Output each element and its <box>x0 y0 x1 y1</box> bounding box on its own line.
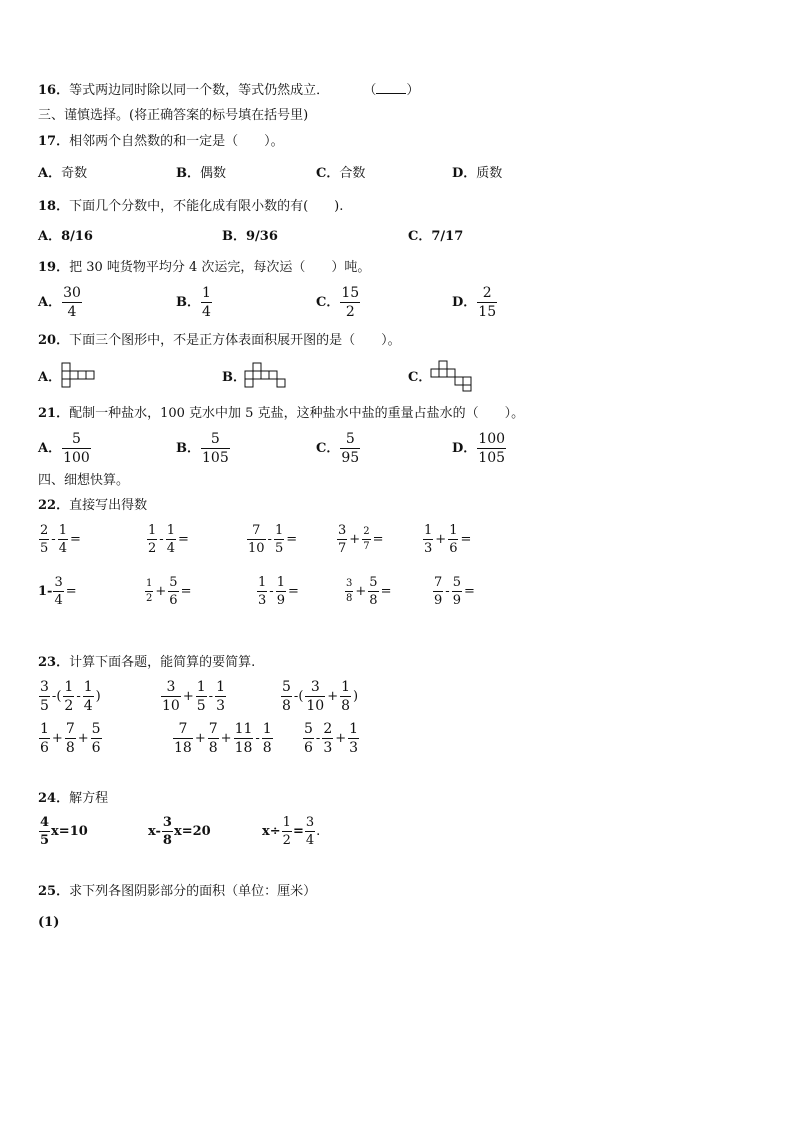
question-24 <box>38 790 108 808</box>
question-number: 25． <box>38 884 70 899</box>
q22-r2-expr-4: $\frac{3}{8}$ + $\frac{5}{8}$ = <box>346 575 392 608</box>
question-number: 23． <box>38 655 70 670</box>
option-label: C． <box>408 229 432 244</box>
question-18 <box>38 198 343 216</box>
option-text: 偶数 <box>200 166 227 181</box>
question-text: 把 30 吨货物平均分 4 次运完，每次运（ ）吨。 <box>69 260 371 275</box>
question-21 <box>38 405 524 423</box>
option-label: D． <box>452 166 477 181</box>
fraction: $\frac{2}{15}$ <box>478 285 497 320</box>
answer-blank[interactable] <box>376 81 406 94</box>
answer-paren-close: ） <box>406 83 420 98</box>
q17-option-a[interactable] <box>38 165 87 183</box>
option-text: 合数 <box>339 166 366 181</box>
q18-option-b[interactable] <box>222 228 278 246</box>
question-text: 解方程 <box>69 791 109 806</box>
question-text: 计算下面各题，能简算的要简算. <box>69 655 256 670</box>
question-number: 21． <box>38 406 70 421</box>
q22-r1-expr-1: $\frac{2}{5}$ - $\frac{1}{4}$ = <box>40 523 81 556</box>
option-label: B． <box>176 294 200 310</box>
q24-equation-3: x÷ $\frac{1}{2}$ = $\frac{3}{4}$ . <box>262 815 321 848</box>
q23-expr-5: $\frac{7}{18}$ + $\frac{7}{8}$ + $\frac{11}{18}$ - $\frac{1}{8}$ <box>174 721 272 756</box>
fraction: $\frac{5}{105}$ <box>202 431 229 466</box>
option-text: 奇数 <box>61 166 88 181</box>
q18-option-a[interactable] <box>38 228 93 246</box>
q22-r2-expr-5: $\frac{7}{9}$ - $\frac{5}{9}$ = <box>434 575 475 608</box>
question-number: 17． <box>38 134 70 149</box>
q19-option-b[interactable] <box>176 286 213 319</box>
fraction: $\frac{100}{105}$ <box>478 431 506 466</box>
option-text: 8/16 <box>61 229 93 244</box>
q17-option-b[interactable] <box>176 165 226 183</box>
section-4-title: 四、细想快算。 <box>38 473 130 488</box>
option-label: C． <box>316 440 340 456</box>
option-label: B． <box>222 370 246 385</box>
question-text: 下面几个分数中，不能化成有限小数的有( ). <box>69 199 344 214</box>
q21-option-d[interactable] <box>452 432 507 465</box>
option-label: A． <box>38 166 62 181</box>
q18-option-c[interactable] <box>408 228 463 246</box>
q20-option-a[interactable] <box>38 369 61 387</box>
question-17 <box>38 133 284 151</box>
option-label: A． <box>38 294 62 310</box>
option-label: A． <box>38 370 62 385</box>
option-label: B． <box>176 440 200 456</box>
q19-option-a[interactable] <box>38 286 83 319</box>
option-label: D． <box>452 440 477 456</box>
q22-r1-expr-4: $\frac{3}{7}$ + $\frac{2}{7}$ = <box>338 523 384 556</box>
q21-option-a[interactable] <box>38 432 92 465</box>
q19-option-d[interactable] <box>452 286 498 319</box>
fraction: $\frac{15}{2}$ <box>341 285 360 320</box>
q24-equation-2: x- $\frac{3}{8}$ x=20 <box>148 815 211 848</box>
fraction: $\frac{30}{4}$ <box>63 285 81 320</box>
q23-expr-1: $\frac{3}{5}$ -( $\frac{1}{2}$ - $\frac{1}{4}$ ) <box>40 679 101 714</box>
option-label: B． <box>222 229 246 244</box>
q22-r1-expr-2: $\frac{1}{2}$ - $\frac{1}{4}$ = <box>148 523 189 556</box>
question-number: 22． <box>38 498 70 513</box>
q22-r2-expr-3: $\frac{1}{3}$ - $\frac{1}{9}$ = <box>258 575 299 608</box>
q19-option-c[interactable] <box>316 286 361 319</box>
question-number: 19． <box>38 260 70 275</box>
question-22 <box>38 497 147 515</box>
cube-net-b-diagram <box>244 362 288 392</box>
q23-expr-2: $\frac{3}{10}$ + $\frac{1}{5}$ - $\frac{1}{3}$ <box>162 679 225 714</box>
q23-expr-6: $\frac{5}{6}$ - $\frac{2}{3}$ + $\frac{1}{3}$ <box>304 721 359 756</box>
q17-option-d[interactable] <box>452 165 502 183</box>
q23-expr-3: $\frac{5}{8}$ -( $\frac{3}{10}$ + $\frac{1}{8}$ ) <box>282 679 359 714</box>
cube-net-a-diagram <box>61 362 103 392</box>
option-text: 7/17 <box>431 229 464 244</box>
q20-option-b[interactable] <box>222 369 246 387</box>
fraction: $\frac{1}{4}$ <box>202 285 211 320</box>
option-text: 9/36 <box>246 229 278 244</box>
question-20 <box>38 332 401 350</box>
option-label: C． <box>316 166 340 181</box>
option-label: B． <box>176 166 200 181</box>
question-text: 相邻两个自然数的和一定是（ ）。 <box>69 134 284 149</box>
option-label: A． <box>38 229 62 244</box>
q22-r1-expr-5: $\frac{1}{3}$ + $\frac{1}{6}$ = <box>424 523 472 556</box>
option-label: D． <box>452 294 477 310</box>
q21-option-b[interactable] <box>176 432 231 465</box>
question-number: 20． <box>38 333 70 348</box>
q22-r1-expr-3: $\frac{7}{10}$ - $\frac{1}{5}$ = <box>248 523 298 556</box>
q23-expr-4: $\frac{1}{6}$ + $\frac{7}{8}$ + $\frac{5}{6}$ <box>40 721 101 756</box>
question-text: 求下列各图阴影部分的面积（单位：厘米） <box>69 884 317 899</box>
question-23 <box>38 654 255 672</box>
fraction: $\frac{5}{100}$ <box>63 431 90 466</box>
q17-option-c[interactable] <box>316 165 365 183</box>
option-label: C． <box>316 294 340 310</box>
option-text: 质数 <box>476 166 503 181</box>
question-25 <box>38 883 316 901</box>
q21-option-c[interactable] <box>316 432 361 465</box>
q25-subpart-1: (1) <box>38 915 60 930</box>
q20-option-c[interactable] <box>408 369 431 387</box>
answer-paren-open: （ <box>363 83 377 98</box>
question-text: 下面三个图形中，不是正方体表面积展开图的是（ ）。 <box>69 333 401 348</box>
q22-r2-expr-1: 1- $\frac{3}{4}$ = <box>38 575 77 608</box>
question-19 <box>38 259 370 277</box>
option-label: A． <box>38 440 62 456</box>
question-number: 18． <box>38 199 70 214</box>
question-text: 等式两边同时除以同一个数，等式仍然成立． <box>69 83 330 98</box>
question-number: 16． <box>38 83 70 98</box>
q24-equation-1: $\frac{4}{5}$ x=10 <box>40 815 88 848</box>
fraction: $\frac{5}{95}$ <box>341 431 360 466</box>
question-number: 24． <box>38 791 70 806</box>
question-16 <box>38 81 419 100</box>
cube-net-c-diagram <box>430 360 474 392</box>
section-3-title: 三、谨慎选择。(将正确答案的标号填在括号里) <box>38 108 309 123</box>
q22-r2-expr-2: $\frac{1}{2}$ + $\frac{5}{6}$ = <box>146 575 192 608</box>
question-text: 直接写出得数 <box>69 498 148 513</box>
option-label: C． <box>408 370 432 385</box>
question-text: 配制一种盐水，100 克水中加 5 克盐，这种盐水中盐的重量占盐水的（ ）。 <box>69 406 525 421</box>
